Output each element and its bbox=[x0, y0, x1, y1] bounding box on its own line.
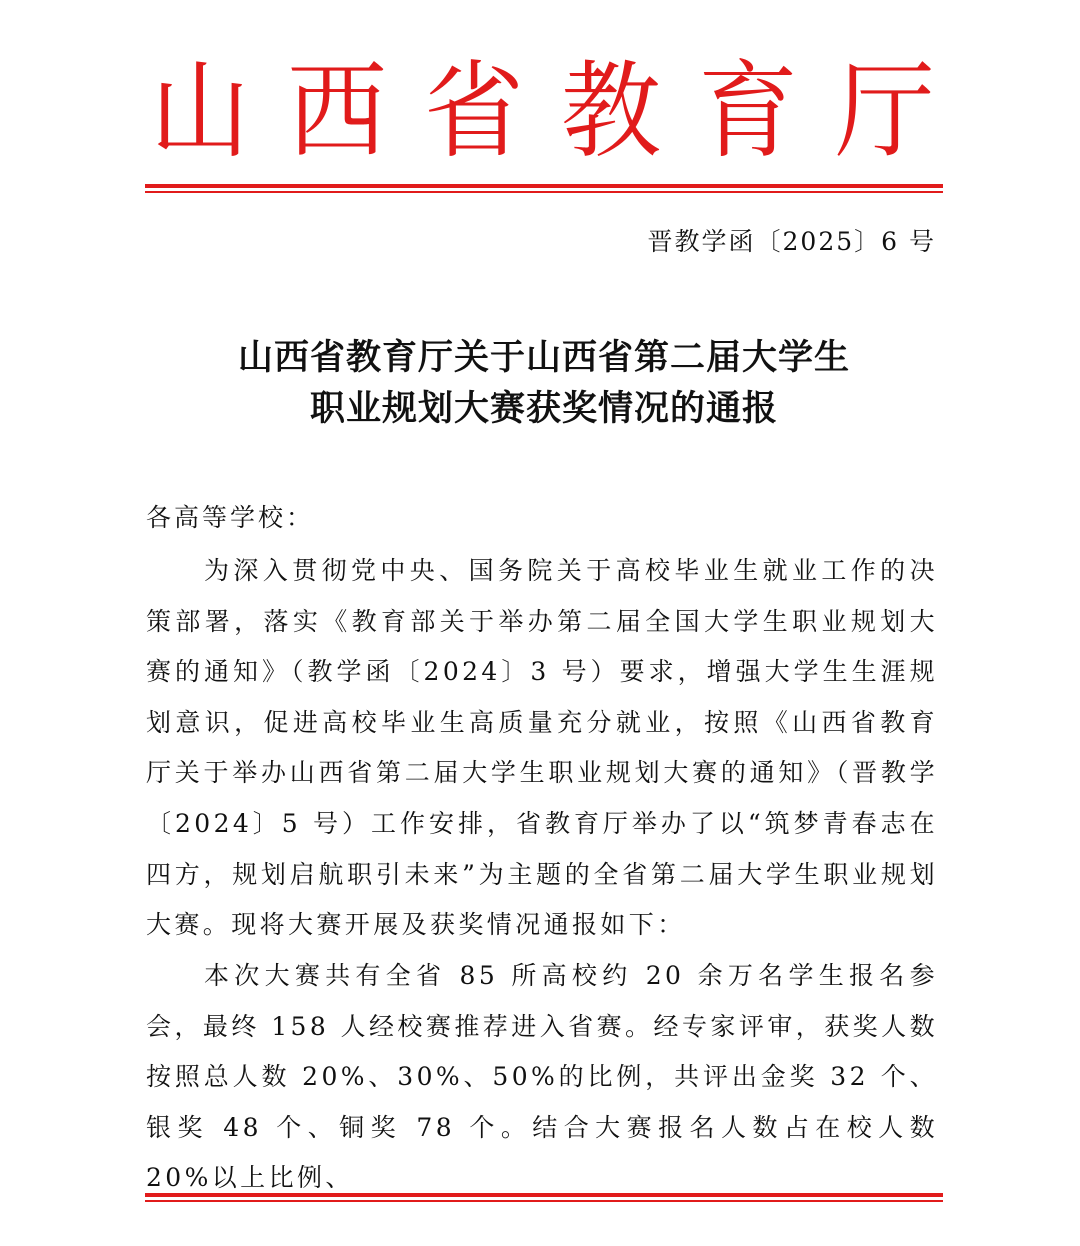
masthead-title bbox=[150, 52, 935, 172]
salutation: 各高等学校： bbox=[146, 503, 315, 532]
title-line: 职业规划大赛获奖情况的通报 bbox=[309, 388, 778, 429]
masthead-char: 厅 bbox=[835, 50, 935, 173]
masthead-char: 省 bbox=[424, 50, 524, 173]
body-paragraph: 为深入贯彻党中央、国务院关于高校毕业生就业工作的决策部署，落实《教育部关于举办第二届全国大学生职业规划大赛的通知》（教学函〔2024〕3 号）要求，增强大学生生涯规划意识，促进高校毕业生高质量充分就业，按照《山西省教育厅关于举办山西省第二届大学生职业规划大赛的通知》（晋教学〔2024〕5 号）工作安排，省教育厅举办了以“筑梦青春志在四方，规划启航职引未来”为主题的全省第二届大学生职业规划大赛。现将大赛开展及获奖情况通报如下： bbox=[146, 556, 938, 940]
masthead-red-rule bbox=[145, 184, 943, 193]
footer-red-rule bbox=[145, 1193, 943, 1202]
body-paragraph: 本次大赛共有全省 85 所高校约 20 余万名学生报名参会，最终 158 人经校赛推荐进入省赛。经专家评审，获奖人数按照总人数 20%、30%、50%的比例，共评出金奖 32 个、银奖 48 个、铜奖 78 个。结合大赛报名人数占在校人数 20%以上比例、 bbox=[146, 961, 938, 1193]
title-line: 山西省教育厅关于山西省第二届大学生 bbox=[237, 337, 850, 378]
masthead-char: 育 bbox=[698, 50, 798, 173]
document-number: 晋教学函〔2025〕6 号 bbox=[647, 227, 936, 256]
masthead-char: 西 bbox=[287, 50, 387, 173]
masthead-char: 山 bbox=[150, 50, 250, 173]
document-title bbox=[145, 332, 943, 434]
masthead-char: 教 bbox=[561, 50, 661, 173]
